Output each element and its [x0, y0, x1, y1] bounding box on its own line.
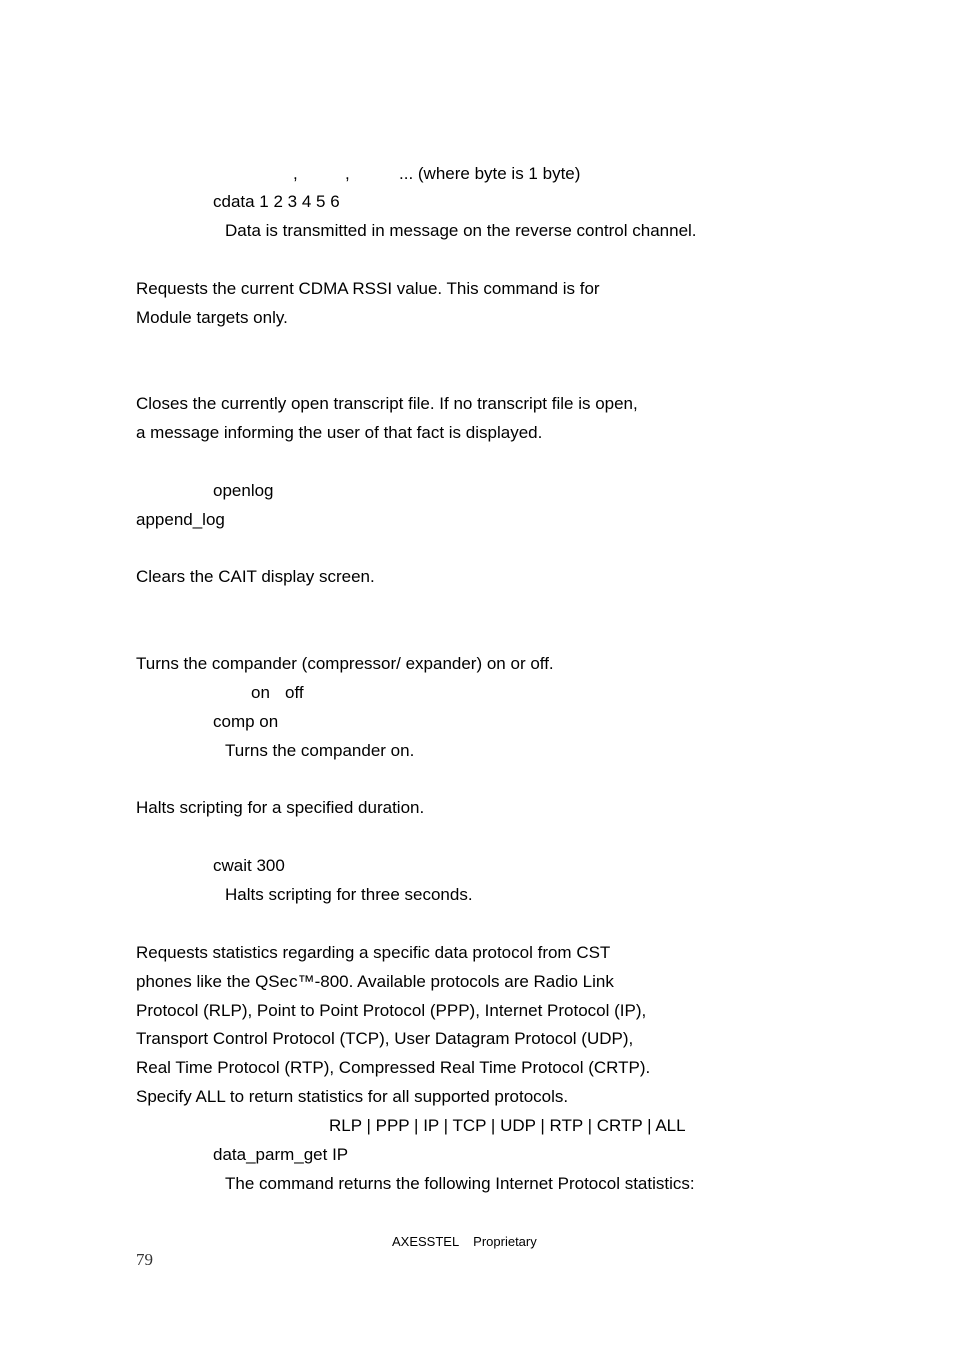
- closelog-desc-line-1: Closes the currently open transcript file. If no transcript file is open,: [136, 394, 638, 413]
- closelog-see-also-openlog: openlog: [213, 481, 274, 500]
- data-parm-get-desc-line-6: Specify ALL to return statistics for all supported protocols.: [136, 1087, 569, 1106]
- footer-proprietary: AXESSTEL Proprietary: [392, 1234, 537, 1249]
- closelog-desc-line-2: a message informing the user of that fact is displayed.: [136, 423, 543, 442]
- cdma-rssi-desc-line-1: Requests the current CDMA RSSI value. This command is for: [136, 279, 600, 298]
- cdata-syntax-tail: ... (where byte is 1 byte): [399, 164, 581, 183]
- comp-arg-on: on: [251, 683, 270, 702]
- data-parm-get-desc-line-3: Protocol (RLP), Point to Point Protocol (PPP), Internet Protocol (IP),: [136, 1001, 647, 1020]
- cwait-example-desc: Halts scripting for three seconds.: [225, 885, 473, 904]
- comp-example-desc: Turns the compander on.: [225, 741, 415, 760]
- cwait-desc: Halts scripting for a specified duration.: [136, 798, 425, 817]
- data-parm-get-example-desc: The command returns the following Internet Protocol statistics:: [225, 1174, 695, 1193]
- cdata-example: cdata 1 2 3 4 5 6: [213, 192, 340, 211]
- data-parm-get-example: data_parm_get IP: [213, 1145, 349, 1164]
- data-parm-get-desc-line-2: phones like the QSec™-800. Available protocols are Radio Link: [136, 972, 614, 991]
- cdata-example-desc: Data is transmitted in message on the reverse control channel.: [225, 221, 697, 240]
- comp-arg-off: off: [285, 683, 304, 702]
- data-parm-get-args: RLP | PPP | IP | TCP | UDP | RTP | CRTP | ALL: [329, 1116, 686, 1135]
- comp-desc: Turns the compander (compressor/ expander) on or off.: [136, 654, 554, 673]
- data-parm-get-desc-line-5: Real Time Protocol (RTP), Compressed Real Time Protocol (CRTP).: [136, 1058, 651, 1077]
- data-parm-get-desc-line-4: Transport Control Protocol (TCP), User Datagram Protocol (UDP),: [136, 1029, 634, 1048]
- comp-example: comp on: [213, 712, 279, 731]
- cls-desc: Clears the CAIT display screen.: [136, 567, 375, 586]
- cdata-syntax-comma-1: ,: [293, 164, 298, 183]
- closelog-see-also-append-log: append_log: [136, 510, 225, 529]
- cdma-rssi-desc-line-2: Module targets only.: [136, 308, 288, 327]
- page-number: 79: [136, 1250, 153, 1269]
- data-parm-get-desc-line-1: Requests statistics regarding a specific data protocol from CST: [136, 943, 611, 962]
- cwait-example: cwait 300: [213, 856, 285, 875]
- cdata-syntax-comma-2: ,: [345, 164, 350, 183]
